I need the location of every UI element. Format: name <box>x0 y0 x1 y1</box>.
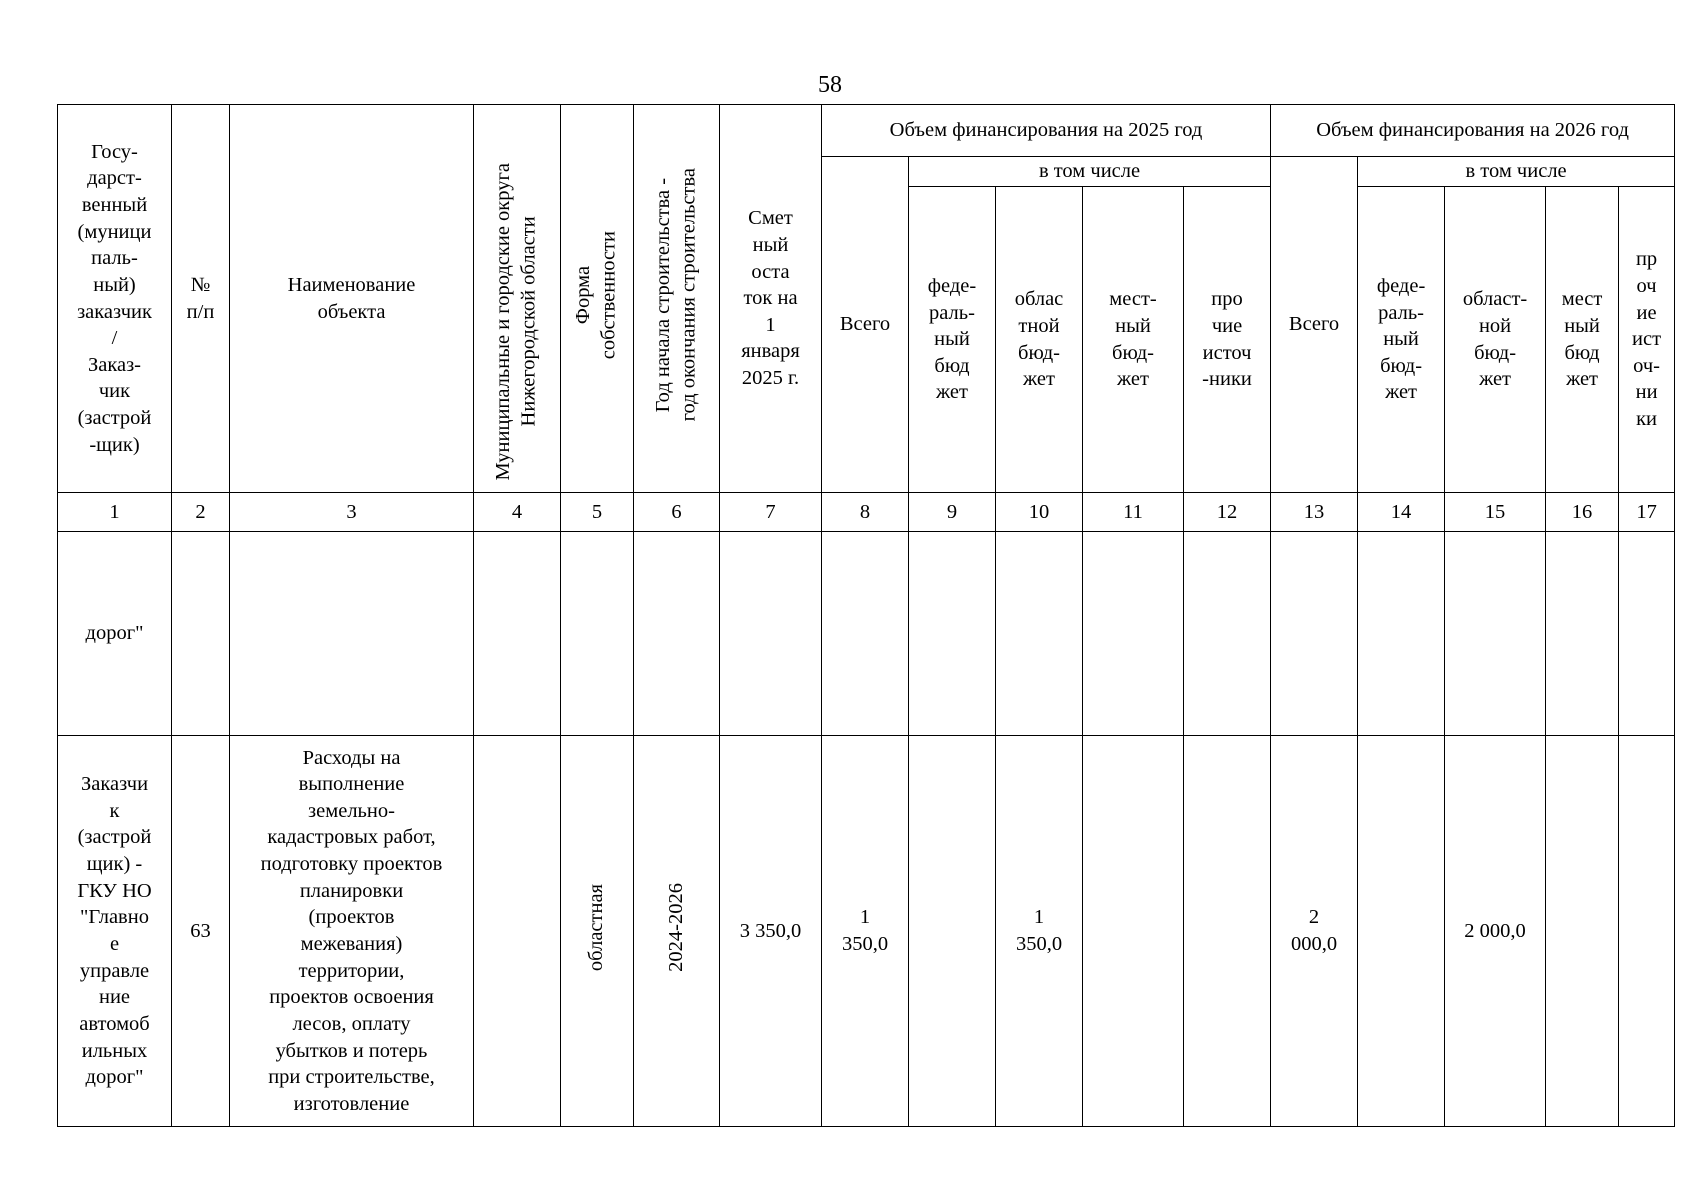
header-other-2025: про чие источ -ники <box>1184 187 1271 493</box>
column-number: 8 <box>822 493 909 532</box>
empty-cell <box>1445 532 1546 736</box>
empty-cell <box>1619 532 1675 736</box>
column-numbers-row <box>58 493 1675 532</box>
empty-cell <box>720 532 822 736</box>
column-number: 2 <box>172 493 230 532</box>
empty-cell <box>1083 532 1184 736</box>
row-years: 2024-2026 <box>664 882 687 972</box>
header-ownership-cell <box>561 105 634 493</box>
header-local-2025: мест- ный бюд- жет <box>1083 187 1184 493</box>
row-federal-2025 <box>909 736 996 1127</box>
column-number: 17 <box>1619 493 1675 532</box>
header-object-name: Наименование объекта <box>230 105 474 493</box>
column-number: 10 <box>996 493 1083 532</box>
column-number: 16 <box>1546 493 1619 532</box>
row-customer: Заказчи к (застрой щик) - ГКУ НО "Главно е управле ние автомоб ильных дорог" <box>58 736 172 1127</box>
empty-cell <box>1271 532 1358 736</box>
empty-cell <box>230 532 474 736</box>
financing-table <box>57 104 1675 1127</box>
continuation-row <box>58 532 1675 736</box>
header-customer: Госу- дарст- венный (муници паль- ный) заказчик / Заказ- чик (застрой -щик) <box>58 105 172 493</box>
empty-cell <box>172 532 230 736</box>
column-number: 9 <box>909 493 996 532</box>
column-number: 1 <box>58 493 172 532</box>
column-number: 11 <box>1083 493 1184 532</box>
row-regional-2026: 2 000,0 <box>1445 736 1546 1127</box>
row-local-2026 <box>1546 736 1619 1127</box>
column-number: 12 <box>1184 493 1271 532</box>
empty-cell <box>1358 532 1445 736</box>
row-local-2025 <box>1083 736 1184 1127</box>
row-years-cell <box>634 736 720 1127</box>
column-number: 6 <box>634 493 720 532</box>
row-object-name: Расходы на выполнение земельно- кадастровых работ, подготовку проектов планировки (проектов межевания) территории, проектов освоения лесов, оплату убытков и потерь при строительстве, изготовление <box>230 736 474 1127</box>
column-number: 5 <box>561 493 634 532</box>
empty-cell <box>1184 532 1271 736</box>
row-balance: 3 350,0 <box>720 736 822 1127</box>
header-other-2026: пр оч ие ист оч- ни ки <box>1619 187 1675 493</box>
header-balance: Смет ный оста ток на 1 января 2025 г. <box>720 105 822 493</box>
header-districts-cell <box>474 105 561 493</box>
empty-cell <box>996 532 1083 736</box>
header-regional-2025: облас тной бюд- жет <box>996 187 1083 493</box>
column-number: 7 <box>720 493 822 532</box>
header-funding-2025: Объем финансирования на 2025 год <box>822 105 1271 157</box>
row-federal-2026 <box>1358 736 1445 1127</box>
header-federal-2026: феде- раль- ный бюд- жет <box>1358 187 1445 493</box>
header-federal-2025: феде- раль- ный бюд жет <box>909 187 996 493</box>
header-ownership: Форма собственности <box>572 230 620 359</box>
header-including-2026: в том числе <box>1358 157 1675 187</box>
continuation-customer: дорог" <box>58 532 172 736</box>
empty-cell <box>909 532 996 736</box>
row-ownership-cell <box>561 736 634 1127</box>
header-districts: Муниципальные и городские округа Нижегородской области <box>492 162 540 481</box>
empty-cell <box>561 532 634 736</box>
empty-cell <box>474 532 561 736</box>
header-years: Год начала строительства - год окончания строительства <box>651 167 700 422</box>
header-funding-2026: Объем финансирования на 2026 год <box>1271 105 1675 157</box>
header-regional-2026: област- ной бюд- жет <box>1445 187 1546 493</box>
column-number: 14 <box>1358 493 1445 532</box>
row-other-2025 <box>1184 736 1271 1127</box>
row-number: 63 <box>172 736 230 1127</box>
header-years-cell <box>634 105 720 493</box>
table-row <box>58 736 1675 1127</box>
header-total-2025: Всего <box>822 157 909 493</box>
empty-cell <box>1546 532 1619 736</box>
row-districts <box>474 736 561 1127</box>
header-total-2026: Всего <box>1271 157 1358 493</box>
row-ownership: областная <box>585 883 608 971</box>
row-total-2026: 2 000,0 <box>1271 736 1358 1127</box>
column-number: 4 <box>474 493 561 532</box>
header-including-2025: в том числе <box>909 157 1271 187</box>
column-number: 13 <box>1271 493 1358 532</box>
header-number: № п/п <box>172 105 230 493</box>
row-other-2026 <box>1619 736 1675 1127</box>
column-number: 15 <box>1445 493 1546 532</box>
row-total-2025: 1 350,0 <box>822 736 909 1127</box>
row-regional-2025: 1 350,0 <box>996 736 1083 1127</box>
empty-cell <box>634 532 720 736</box>
header-local-2026: мест ный бюд жет <box>1546 187 1619 493</box>
page-number: 58 <box>818 72 842 98</box>
empty-cell <box>822 532 909 736</box>
column-number: 3 <box>230 493 474 532</box>
